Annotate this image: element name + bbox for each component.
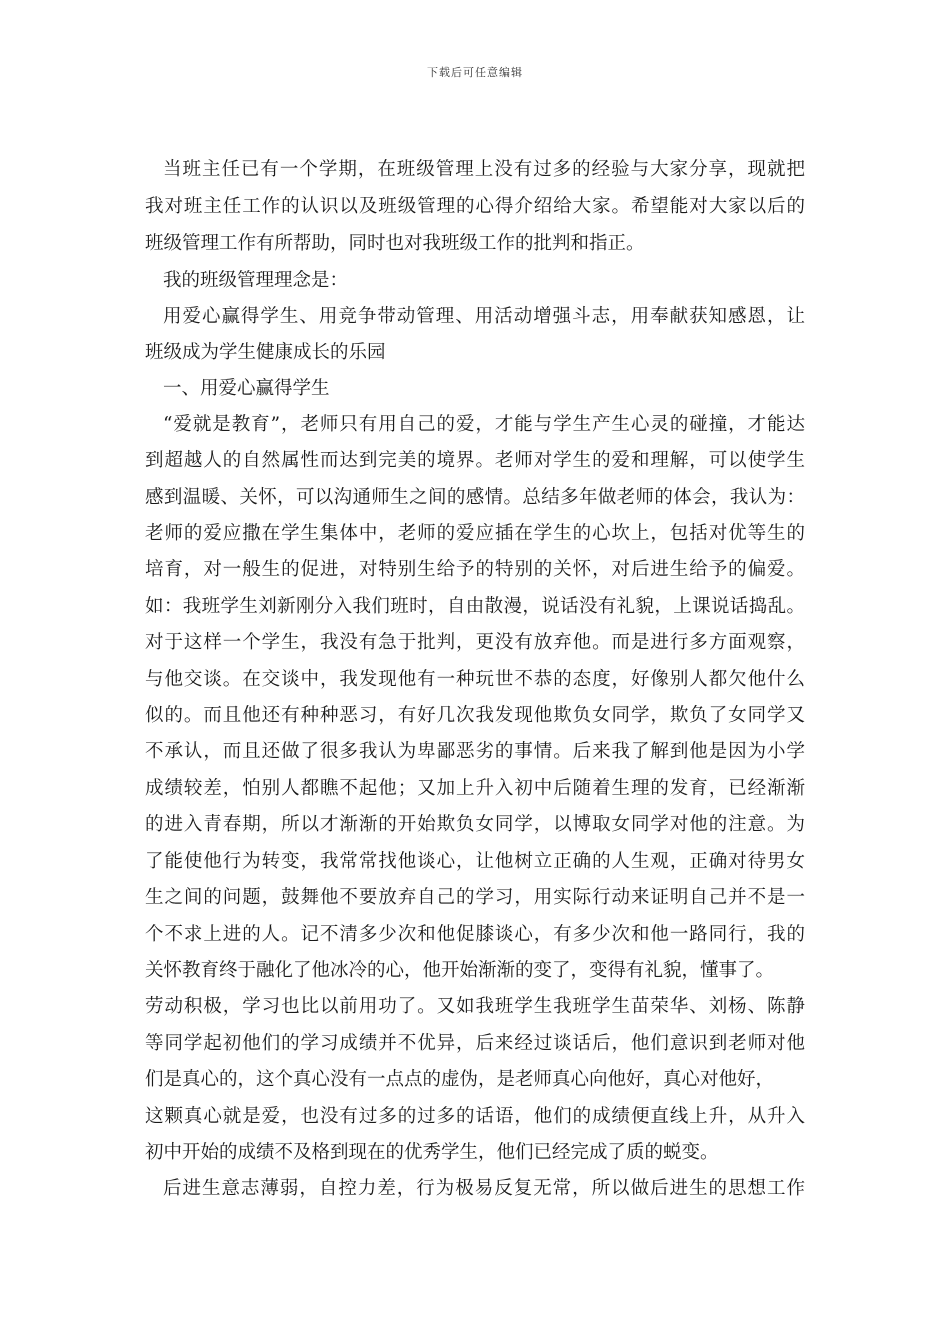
page-header-note: 下载后可任意编辑	[427, 66, 523, 79]
paragraph-line: 这颗真心就是爱，也没有过多的过多的话语，他们的成绩便直线上升，从升入	[145, 1106, 805, 1127]
paragraph-line: 劳动积极，学习也比以前用功了。又如我班学生我班学生苗荣华、刘杨、陈静	[145, 996, 805, 1017]
paragraph-line: 班级管理工作有所帮助，同时也对我班级工作的批判和指正。	[145, 233, 645, 254]
paragraph-line: 我的班级管理理念是：	[163, 270, 349, 291]
paragraph-line: 我对班主任工作的认识以及班级管理的心得介绍给大家。希望能对大家以后的	[145, 196, 805, 217]
paragraph-line: 生之间的问题，鼓舞他不要放弃自己的学习，用实际行动来证明自己并不是一	[145, 887, 805, 908]
paragraph-line: 如：我班学生刘新刚分入我们班时，自由散漫，说话没有礼貌，上课说话捣乱。	[145, 596, 805, 617]
paragraph-line: 成绩较差，怕别人都瞧不起他；又加上升入初中后随着生理的发育，已经渐渐	[145, 778, 805, 799]
paragraph-line: 到超越人的自然属性而达到完美的境界。老师对学生的爱和理解，可以使学生	[145, 450, 805, 471]
paragraph-line: 用爱心赢得学生、用竞争带动管理、用活动增强斗志，用奉献获知感恩，让	[163, 306, 805, 327]
paragraph-line: 似的。而且他还有种种恶习，有好几次我发现他欺负女同学，欺负了女同学又	[145, 705, 805, 726]
paragraph-line: 班级成为学生健康成长的乐园	[145, 342, 386, 363]
paragraph-line: 的进入青春期，所以才渐渐的开始欺负女同学，以博取女同学对他的注意。为	[145, 814, 805, 835]
paragraph-line: 们是真心的，这个真心没有一点点的虚伪，是老师真心向他好，真心对他好，	[145, 1069, 775, 1090]
paragraph-line: 个不求上进的人。记不清多少次和他促膝谈心，有多少次和他一路同行，我的	[145, 924, 805, 945]
paragraph-line: 了能使他行为转变，我常常找他谈心，让他树立正确的人生观，正确对待男女	[145, 851, 805, 872]
paragraph-line: 与他交谈。在交谈中，我发现他有一种玩世不恭的态度，好像别人都欠他什么	[145, 669, 805, 690]
section-heading: 一、用爱心赢得学生	[163, 378, 330, 399]
paragraph-line: 不承认，而且还做了很多我认为卑鄙恶劣的事情。后来我了解到他是因为小学	[145, 741, 805, 762]
paragraph-line: 初中开始的成绩不及格到现在的优秀学生，他们已经完成了质的蜕变。	[145, 1142, 719, 1163]
paragraph-line: 对于这样一个学生，我没有急于批判，更没有放弃他。而是进行多方面观察，	[145, 632, 805, 653]
paragraph-line: “爱就是教育”，老师只有用自己的爱，才能与学生产生心灵的碰撞，才能达	[163, 414, 805, 435]
paragraph-line: 后进生意志薄弱，自控力差，行为极易反复无常，所以做后进生的思想工作	[163, 1178, 805, 1199]
paragraph-line: 培育，对一般生的促进，对特别生给予的特别的关怀，对后进生给予的偏爱。	[145, 559, 805, 580]
paragraph-line: 当班主任已有一个学期，在班级管理上没有过多的经验与大家分享，现就把	[163, 159, 805, 180]
paragraph-line: 等同学起初他们的学习成绩并不优异，后来经过谈话后，他们意识到老师对他	[145, 1033, 805, 1054]
paragraph-line: 感到温暖、关怀，可以沟通师生之间的感情。总结多年做老师的体会，我认为：	[145, 487, 805, 508]
paragraph-line: 关怀教育终于融化了他冰冷的心，他开始渐渐的变了，变得有礼貌，懂事了。	[145, 960, 775, 981]
paragraph-line: 老师的爱应撒在学生集体中，老师的爱应插在学生的心坎上，包括对优等生的	[145, 523, 805, 544]
